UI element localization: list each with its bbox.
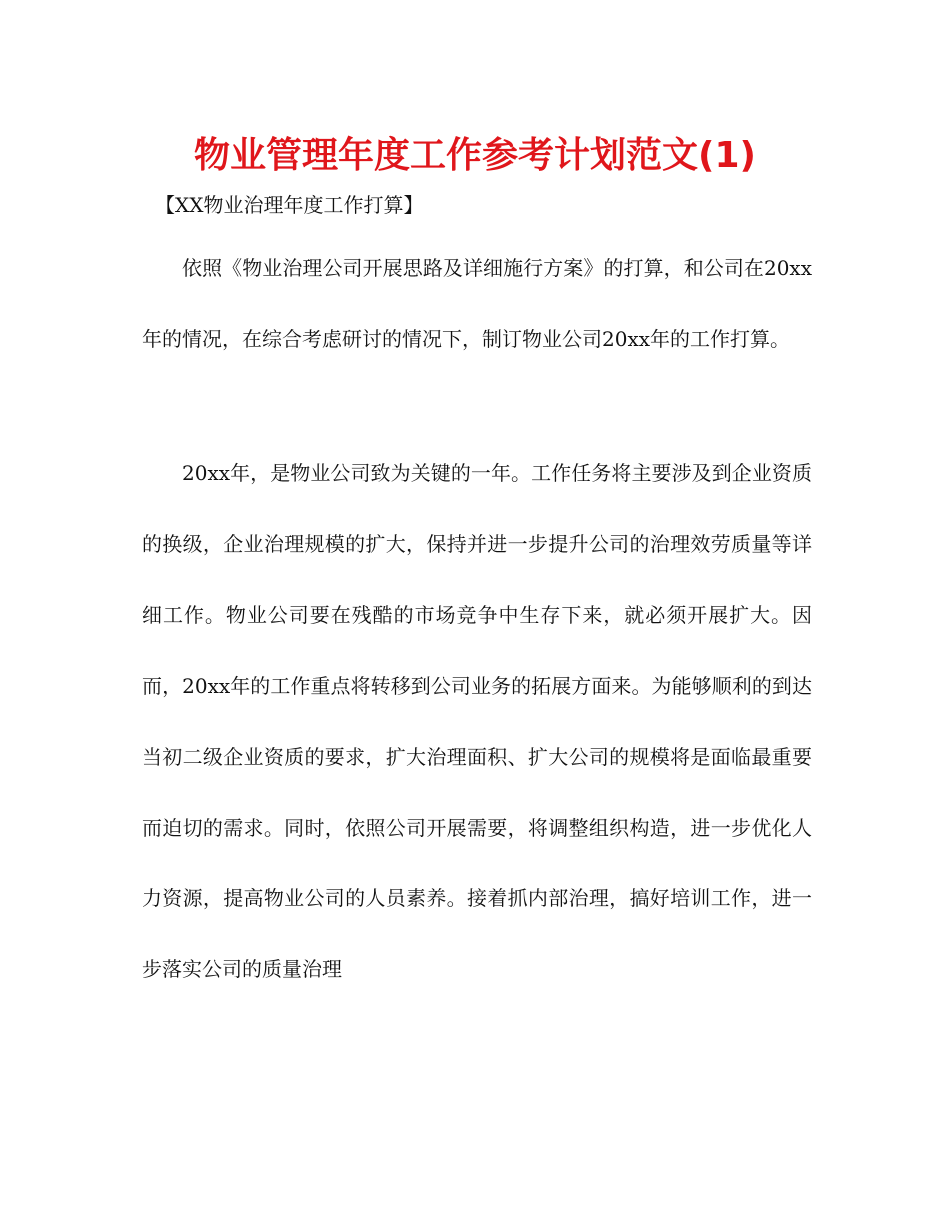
paragraph-1: 依照《物业治理公司开展思路及详细施行方案》的打算，和公司在20xx年的情况，在综合考虑研讨的情况下，制订物业公司20xx年的工作打算。 [142,256,812,351]
paragraph-2-block [142,438,812,1005]
document-subtitle: 【XX物业治理年度工作打算】 [155,193,424,217]
paragraph-2: 20xx年，是物业公司致为关键的一年。工作任务将主要涉及到企业资质的换级，企业治理规模的扩大，保持并进一步提升公司的治理效劳质量等详细工作。物业公司要在残酷的市场竞争中生存下来，就必须开展扩大。因而，20xx年的工作重点将转移到公司业务的拓展方面来。为能够顺利的到达当初二级企业资质的要求，扩大治理面积、扩大公司的规模将是面临最重要而迫切的需求。同时，依照公司开展需要，将调整组织构造，进一步优化人力资源，提高物业公司的人员素养。接着抓内部治理，搞好培训工作，进一步落实公司的质量治理 [142,461,812,982]
document-title: 物业管理年度工作参考计划范文(1) [194,135,756,176]
paragraph-1-block [142,233,812,375]
